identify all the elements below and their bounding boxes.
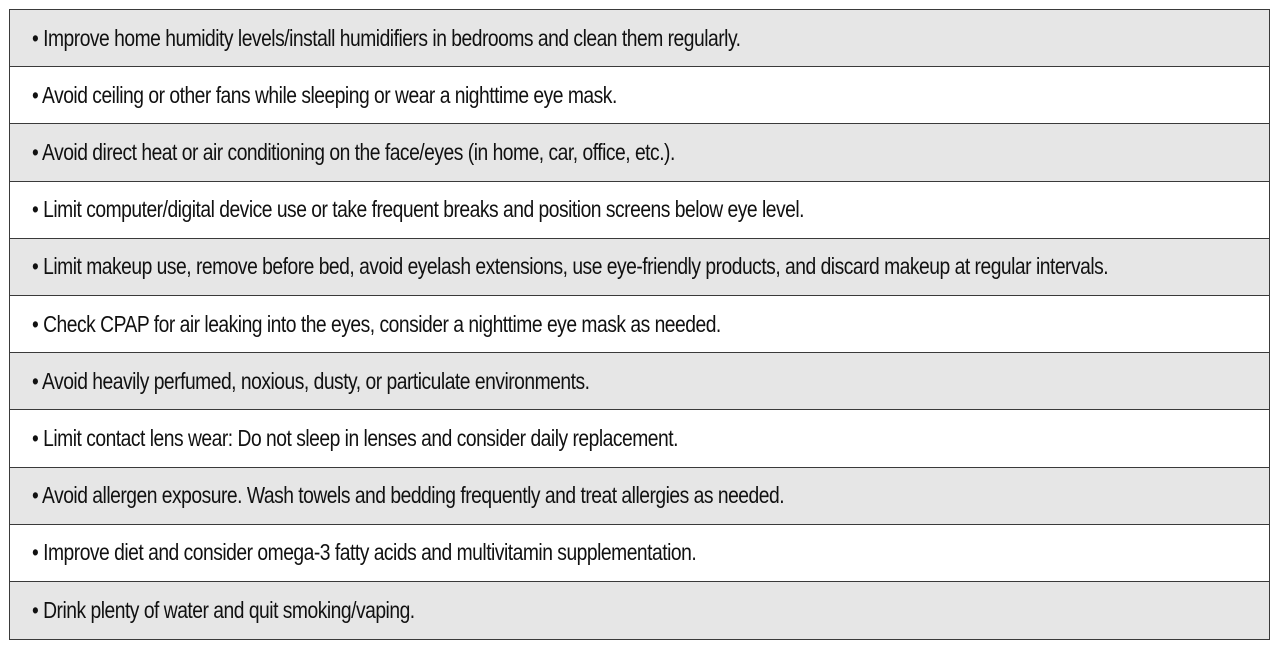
- tip-row: [10, 239, 1269, 296]
- tip-text: • Avoid ceiling or other fans while sleeping or wear a nighttime eye mask.: [32, 81, 617, 108]
- tip-row: [10, 296, 1269, 353]
- tip-row: [10, 468, 1269, 525]
- tip-text: • Drink plenty of water and quit smoking/vaping.: [32, 596, 415, 623]
- tip-row: [10, 582, 1269, 639]
- tip-text: • Avoid allergen exposure. Wash towels and bedding frequently and treat allergies as needed.: [32, 482, 785, 509]
- tip-text: • Improve home humidity levels/install humidifiers in bedrooms and clean them regularly.: [32, 24, 741, 51]
- tip-text: • Limit makeup use, remove before bed, avoid eyelash extensions, use eye-friendly products, and discard makeup at regular intervals.: [32, 253, 1109, 280]
- tip-row: [10, 353, 1269, 410]
- tip-row: [10, 410, 1269, 467]
- tip-text: • Limit computer/digital device use or take frequent breaks and position screens below eye level.: [32, 196, 805, 223]
- tips-table: [9, 9, 1270, 640]
- tip-text: • Check CPAP for air leaking into the eyes, consider a nighttime eye mask as needed.: [32, 310, 721, 337]
- tip-text: • Improve diet and consider omega-3 fatty acids and multivitamin supplementation.: [32, 539, 697, 566]
- tip-row: [10, 67, 1269, 124]
- tip-row: [10, 124, 1269, 181]
- tip-text: • Limit contact lens wear: Do not sleep in lenses and consider daily replacement.: [32, 424, 678, 451]
- tip-row: [10, 525, 1269, 582]
- tip-row: [10, 182, 1269, 239]
- tip-text: • Avoid heavily perfumed, noxious, dusty, or particulate environments.: [32, 367, 590, 394]
- tip-row: [10, 10, 1269, 67]
- tip-text: • Avoid direct heat or air conditioning on the face/eyes (in home, car, office, etc.).: [32, 138, 675, 165]
